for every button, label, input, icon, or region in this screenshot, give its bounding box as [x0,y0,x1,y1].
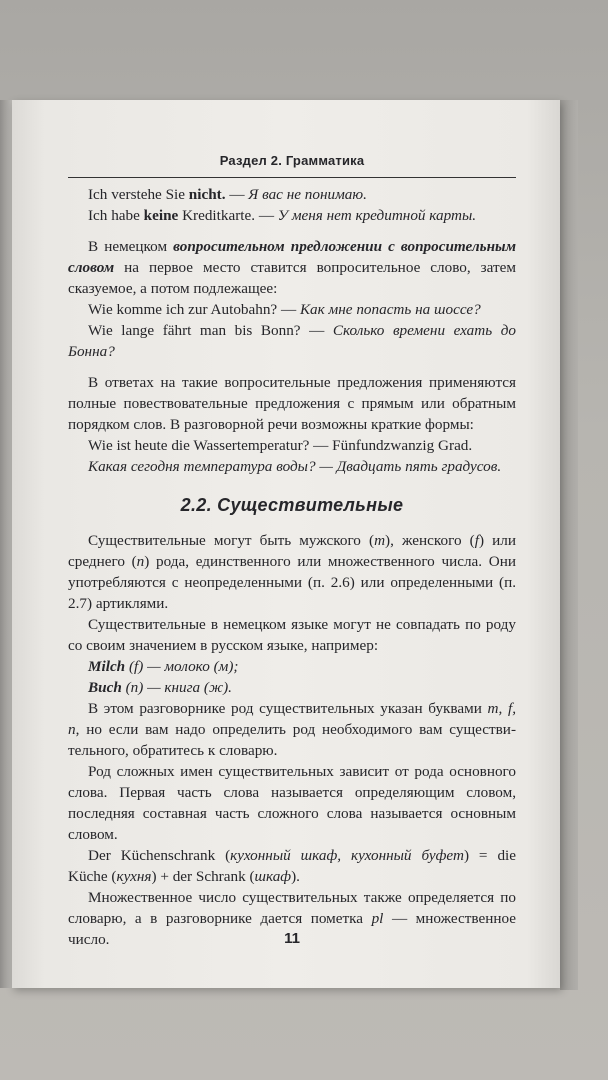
book-edge [560,100,578,990]
gender-example: Buch (n) — книга (ж). [88,679,232,696]
short-answer-example: Wie ist heute die Wassertemperatur? — Fünfundzwanzig Grad. [88,437,473,454]
question-example: Wie komme ich zur Autobahn? — Как мне попасть на шоссе? [88,301,481,318]
paragraph-gender-mismatch: Существительные в немецком языке могут не совпадать по роду со своим значением в русском языке, например: [68,616,516,654]
paragraph-plural: Множественное число существительных также определяется по словарю, а в разговорнике дается пометка pl — множественное число. [68,889,517,948]
negation-example: Ich habe keine Kreditkarte. — У меня нет кредитной карты. [88,207,477,224]
section-title: 2.2. Существительные [180,495,404,515]
paragraph-answers: В ответах на такие вопросительные предложения применяются полные повествовательные предложения с прямым или обратным порядком слов. В разговорной речи возможны краткие формы: [68,374,516,433]
paragraph-question-order: В немецком вопросительном предложении с вопросительным словом на первое место ставится вопросительное слово, затем сказуемое, а потом подлежащее: [68,238,516,297]
running-header: Раздел 2. Грамматика [68,150,516,178]
page-number: 11 [284,930,300,947]
book-spine [0,100,12,988]
page-content [68,150,516,950]
paragraph-gender-letters: В этом разговорнике род существительных указан буквами m, f, n, но если вам надо определить род необходимого вам существительного, обратитесь к словарю. [68,700,516,759]
short-answer-example: Какая сегодня температура воды? — Двадцать пять градусов. [88,458,502,475]
negation-example: Ich verstehe Sie nicht. — Я вас не понимаю. [88,186,367,203]
gender-example: Milch (f) — молоко (м); [88,658,239,675]
question-example: Wie lange fährt man bis Bonn? — Сколько времени ехать до Бонна? [68,322,516,360]
paragraph-gender-number: Существительные могут быть мужского (m), женского (f) или среднего (n) рода, единственного или множественного числа. Они употребляются с неопределенными (п. 2.6) или определенными (п. 2.7) артиклями. [68,532,516,612]
compound-example: Der Küchenschrank (кухонный шкаф, кухонный буфет) = die Küche (кухня) + der Schrank (шкаф). [68,847,516,885]
paragraph-compound-nouns: Род сложных имен существительных зависит от рода основного слова. Первая часть слова называется определяющим словом, последняя составная часть сложного слова называется основным словом. [68,763,516,843]
